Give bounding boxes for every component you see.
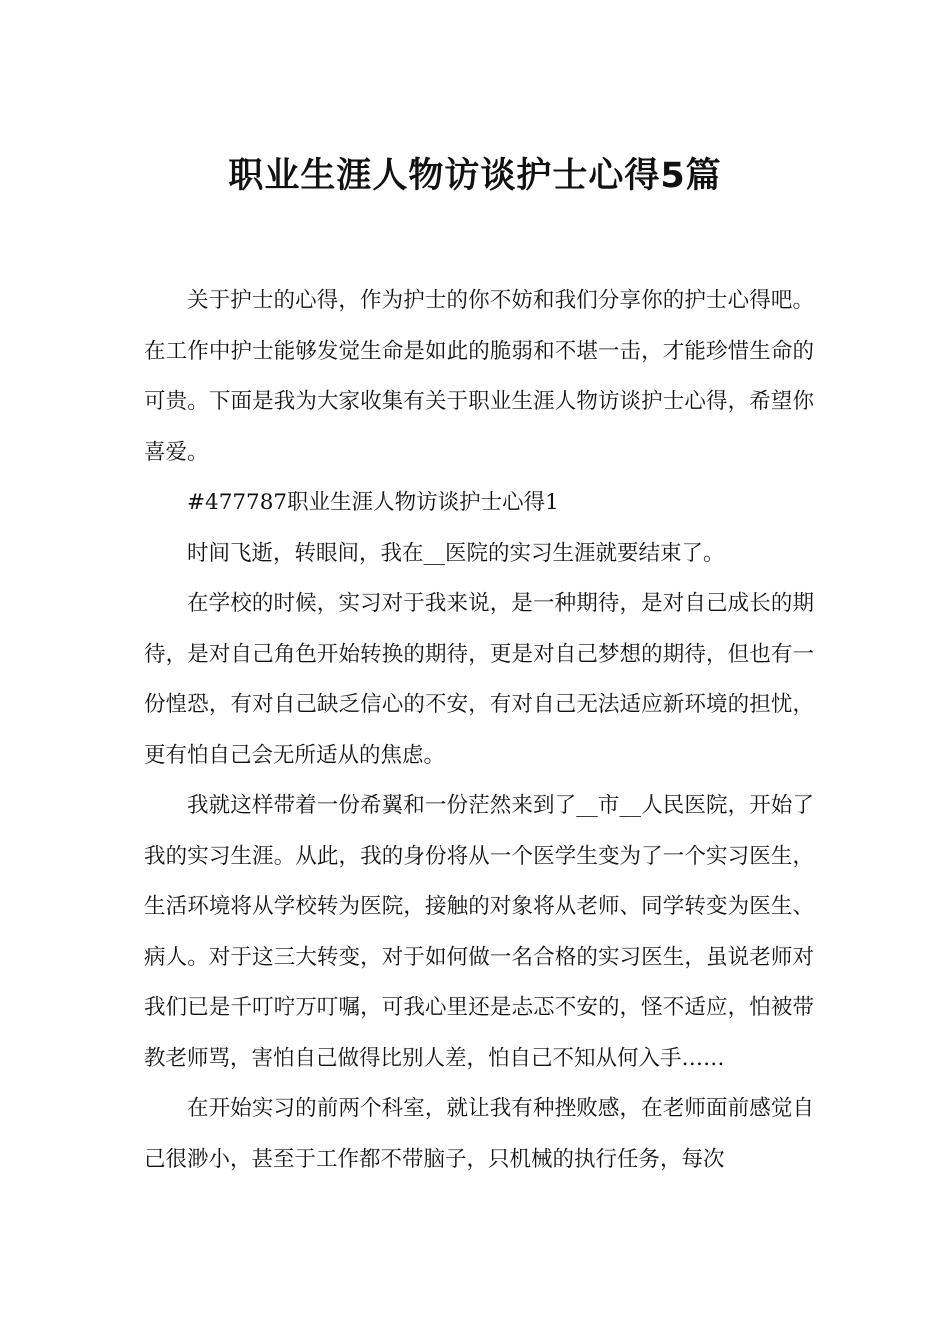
paragraph-intro: 关于护士的心得，作为护士的你不妨和我们分享你的护士心得吧。在工作中护士能够发觉生命是如此的脆弱和不堪一击，才能珍惜生命的可贵。下面是我为大家收集有关于职业生涯人物访谈护士心得，希望你喜爱。 xyxy=(144,288,814,465)
document-body xyxy=(144,276,814,1185)
paragraph: 在开始实习的前两个科室，就让我有种挫败感，在老师面前感觉自己很渺小，甚至于工作都不带脑子，只机械的执行任务，每次 xyxy=(144,1096,814,1172)
document-title: 职业生涯人物访谈护士心得5篇 xyxy=(228,156,722,197)
section-heading: #477787职业生涯人物访谈护士心得1 xyxy=(187,490,559,515)
paragraph: 我就这样带着一份希翼和一份茫然来到了__市__人民医院，开始了我的实习生涯。从此，我的身份将从一个医学生变为了一个实习医生，生活环境将从学校转为医院，接触的对象将从老师、同学转变为医生、病人。对于这三大转变，对于如何做一名合格的实习医生，虽说老师对我们已是千叮咛万叮嘱，可我心里还是忐忑不安的，怪不适应，怕被带教老师骂，害怕自己做得比别人差，怕自己不知从何入手…… xyxy=(144,793,814,1071)
paragraph: 在学校的时候，实习对于我来说，是一种期待，是对自己成长的期待，是对自己角色开始转换的期待，更是对自己梦想的期待，但也有一份惶恐，有对自己缺乏信心的不安，有对自己无法适应新环境的担忧，更有怕自己会无所适从的焦虑。 xyxy=(144,591,814,768)
paragraph: 时间飞逝，转眼间，我在__医院的实习生涯就要结束了。 xyxy=(187,540,725,566)
